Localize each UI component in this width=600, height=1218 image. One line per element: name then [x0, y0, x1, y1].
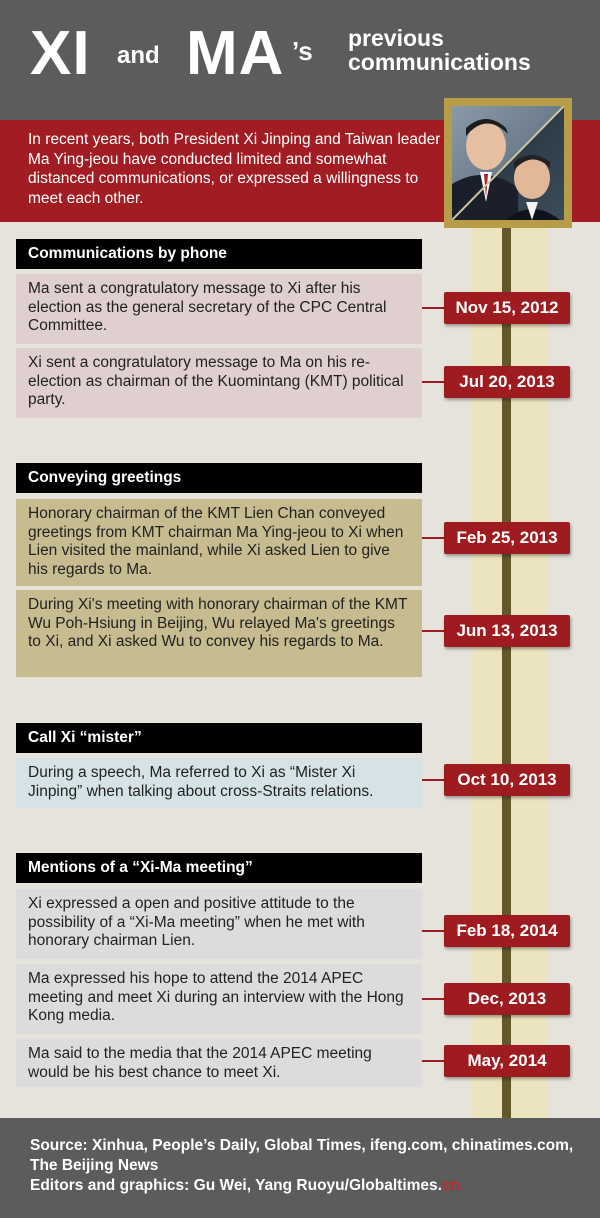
event-text: Xi expressed a open and positive attitude to the possibility of a “Xi-Ma meeting” when he met with honorary chairman Lien. — [28, 895, 365, 949]
timeline-connector — [422, 630, 446, 632]
date-badge: May, 2014 — [444, 1045, 570, 1077]
timeline-connector — [422, 307, 446, 309]
timeline-connector — [422, 930, 446, 932]
event-text: Honorary chairman of the KMT Lien Chan conveyed greetings from KMT chairman Ma Ying-jeou to Xi when Lien visited the mainland, while Xi asked Lien to give his regards to Ma. — [28, 505, 404, 578]
date-badge: Feb 25, 2013 — [444, 522, 570, 554]
event-card — [16, 758, 422, 808]
date-badge: Dec, 2013 — [444, 983, 570, 1015]
timeline-connector — [422, 998, 446, 1000]
date-badge: Jul 20, 2013 — [444, 366, 570, 398]
event-card — [16, 348, 422, 418]
date-badge: Oct 10, 2013 — [444, 764, 570, 796]
event-text: Ma said to the media that the 2014 APEC meeting would be his best chance to meet Xi. — [28, 1045, 372, 1081]
event-card — [16, 964, 422, 1034]
footer-banner — [0, 1118, 600, 1218]
date-badge: Feb 18, 2014 — [444, 915, 570, 947]
event-text: During a speech, Ma referred to Xi as “Mister Xi Jinping” when talking about cross-Straits relations. — [28, 764, 374, 800]
event-card — [16, 889, 422, 959]
section-header-meeting: Mentions of a “Xi-Ma meeting” — [16, 853, 422, 883]
event-card — [16, 590, 422, 677]
title-ma: MA — [186, 19, 285, 88]
timeline-connector — [422, 779, 446, 781]
leaders-photo-illustration — [452, 106, 564, 220]
timeline-connector — [422, 381, 446, 383]
title-possessive: ’s — [292, 36, 313, 66]
event-card — [16, 1039, 422, 1087]
event-text: Ma sent a congratulatory message to Xi after his election as the general secretary of the CPC Central Committee. — [28, 280, 387, 334]
section-header-phone: Communications by phone — [16, 239, 422, 269]
leaders-photo — [452, 106, 564, 220]
event-text: Xi sent a congratulatory message to Ma on his re-election as chairman of the Kuomintang (KMT) political party. — [28, 354, 404, 408]
date-badge: Nov 15, 2012 — [444, 292, 570, 324]
editors-domain-suffix: cn — [441, 1177, 461, 1194]
event-text: During Xi's meeting with honorary chairman of the KMT Wu Poh-Hsiung in Beijing, Wu relayed Ma's greetings to Xi, and Xi asked Wu to convey his regards to Ma. — [28, 596, 408, 650]
intro-text: In recent years, both President Xi Jinping and Taiwan leader Ma Ying-jeou have conducted limited and somewhat distanced communications, or expressed a willingness to meet each other. — [28, 131, 441, 207]
title-subtitle-line2: communications — [348, 49, 531, 75]
title-subtitle — [348, 26, 531, 74]
title-and: and — [117, 42, 160, 69]
event-text: Ma expressed his hope to attend the 2014 APEC meeting and meet Xi during an interview with the Hong Kong media. — [28, 970, 404, 1024]
editors-line — [30, 1176, 590, 1196]
section-header-greetings: Conveying greetings — [16, 463, 422, 493]
leaders-photo-frame — [444, 98, 572, 228]
date-badge: Jun 13, 2013 — [444, 615, 570, 647]
footer-credits — [30, 1136, 590, 1196]
event-card — [16, 274, 422, 344]
section-header-mister: Call Xi “mister” — [16, 723, 422, 753]
title-subtitle-line1: previous — [348, 25, 444, 51]
editors-text: Editors and graphics: Gu Wei, Yang Ruoyu/Globaltimes. — [30, 1177, 442, 1194]
event-card — [16, 499, 422, 586]
title-xi: XI — [30, 19, 91, 88]
source-line: Source: Xinhua, People’s Daily, Global Times, ifeng.com, chinatimes.com, The Beijing News — [30, 1137, 574, 1174]
timeline-connector — [422, 537, 446, 539]
timeline-connector — [422, 1060, 446, 1062]
